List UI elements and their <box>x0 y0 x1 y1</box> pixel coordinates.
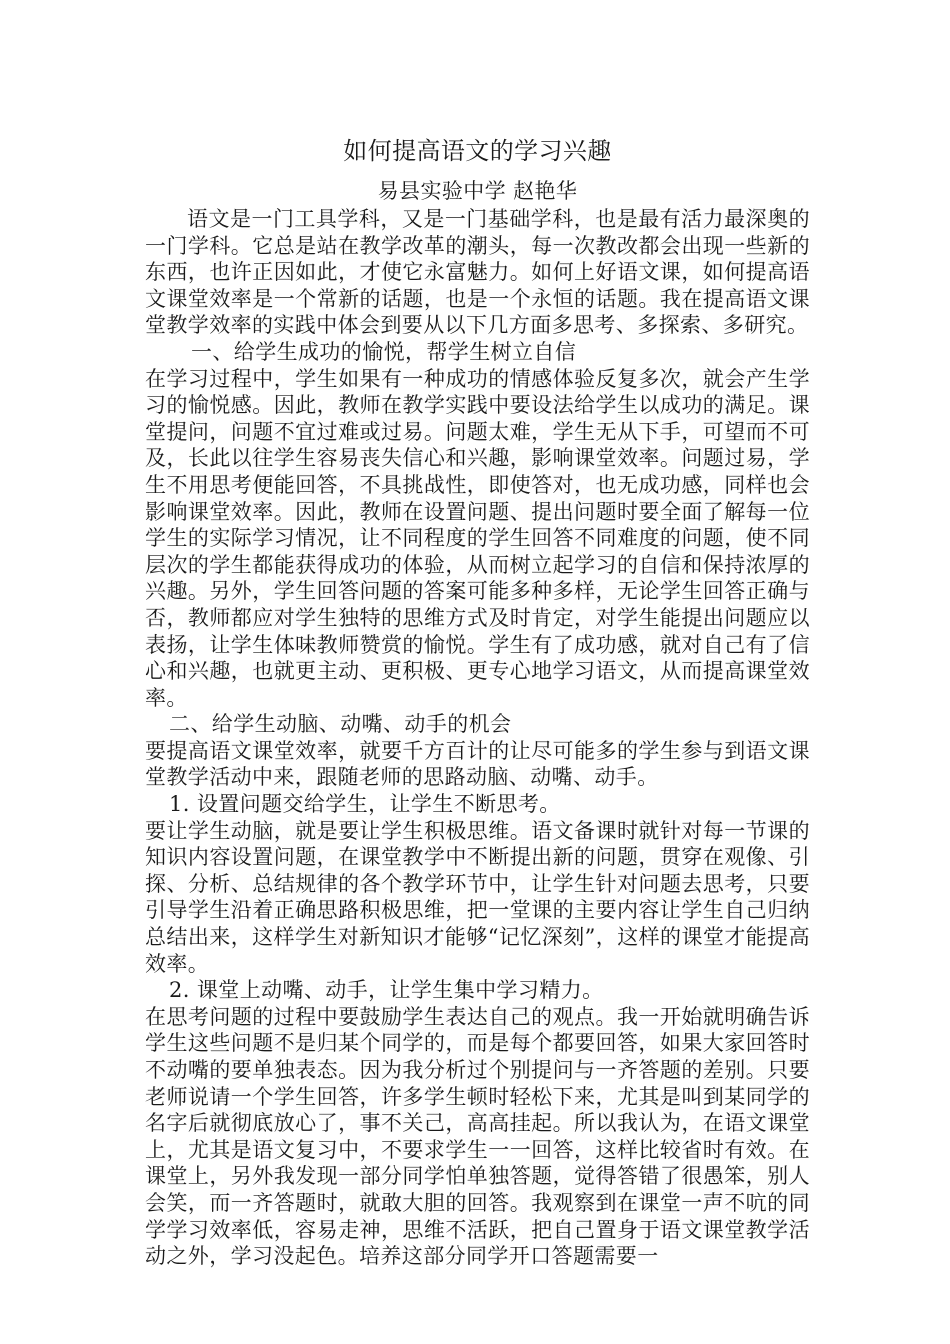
subsection-2-paragraph: 在思考问题的过程中要鼓励学生表达自己的观点。我一开始就明确告诉学生这些问题不是归某个同学的，而是每个都要回答，如果大家回答时不动嘴的要单独表态。因为我分析过个别提问与一齐答题的差别。只要老师说请一个学生回答，许多学生顿时轻松下来，尤其是叫到某同学的名字后就彻底放心了，事不关己，高高挂起。所以我认为，在语文课堂上，尤其是语文复习中，不要求学生一一回答，这样比较省时有效。在课堂上，另外我发现一部分同学怕单独答题，觉得答错了很愚笨，别人会笑，而一齐答题时，就敢大胆的回答。我观察到在课堂一声不吭的同学学习效率低，容易走神，思维不活跃，把自己置身于语文课堂教学活动之外，学习没起色。培养这部分同学开口答题需要一 <box>145 1004 810 1269</box>
section-heading-2: 二、给学生动脑、动嘴、动手的机会 <box>169 712 512 737</box>
document-page <box>145 134 810 1270</box>
subsection-heading-2: 2. 课堂上动嘴、动手，让学生集中学习精力。 <box>169 978 604 1003</box>
document-author: 易县实验中学 赵艳华 <box>377 179 578 203</box>
intro-paragraph: 语文是一门工具学科，又是一门基础学科，也是最有活力最深奥的一门学科。它总是站在教学改革的潮头，每一次教改都会出现一些新的东西，也许正因如此，才使它永富魅力。如何上好语文课，如何提高语文课堂效率是一个常新的话题，也是一个永恒的话题。我在提高语文课堂教学效率的实践中体会到要从以下几方面多思考、多探索、多研究。 <box>145 207 810 338</box>
subsection-heading-1: 1. 设置问题交给学生，让学生不断思考。 <box>169 792 561 817</box>
subsection-1-paragraph: 要让学生动脑，就是要让学生积极思维。语文备课时就针对每一节课的知识内容设置问题，在课堂教学中不断提出新的问题，贯穿在观像、引探、分析、总结规律的各个教学环节中，让学生针对问题去思考，只要引导学生沿着正确思路积极思维，把一堂课的主要内容让学生自己归纳总结出来，这样学生对新知识才能够“记忆深刻”，这样的课堂才能提高效率。 <box>145 818 810 976</box>
section-2-intro-paragraph: 要提高语文课堂效率，就要千方百计的让尽可能多的学生参与到语文课堂教学活动中来，跟随老师的思路动脑、动嘴、动手。 <box>145 738 810 790</box>
section-1-paragraph: 在学习过程中，学生如果有一种成功的情感体验反复多次，就会产生学习的愉悦感。因此，教师在教学实践中要设法给学生以成功的满足。课堂提问，问题不宜过难或过易。问题太难，学生无从下手，可望而不可及，长此以往学生容易丧失信心和兴趣，影响课堂效率。问题过易，学生不用思考便能回答，不具挑战性，即使答对，也无成功感，同样也会影响课堂效率。因此，教师在设置问题、提出问题时要全面了解每一位学生的实际学习情况，让不同程度的学生回答不同难度的问题，使不同层次的学生都能获得成功的体验，从而树立起学习的自信和保持浓厚的兴趣。另外，学生回答问题的答案可能多种多样，无论学生回答正确与否，教师都应对学生独特的思维方式及时肯定，对学生能提出问题应以表扬，让学生体味教师赞赏的愉悦。学生有了成功感，就对自己有了信心和兴趣，也就更主动、更积极、更专心地学习语文，从而提高课堂效率。 <box>145 366 810 710</box>
document-title: 如何提高语文的学习兴趣 <box>343 137 612 165</box>
section-heading-1: 一、给学生成功的愉悦，帮学生树立自信 <box>191 339 577 364</box>
